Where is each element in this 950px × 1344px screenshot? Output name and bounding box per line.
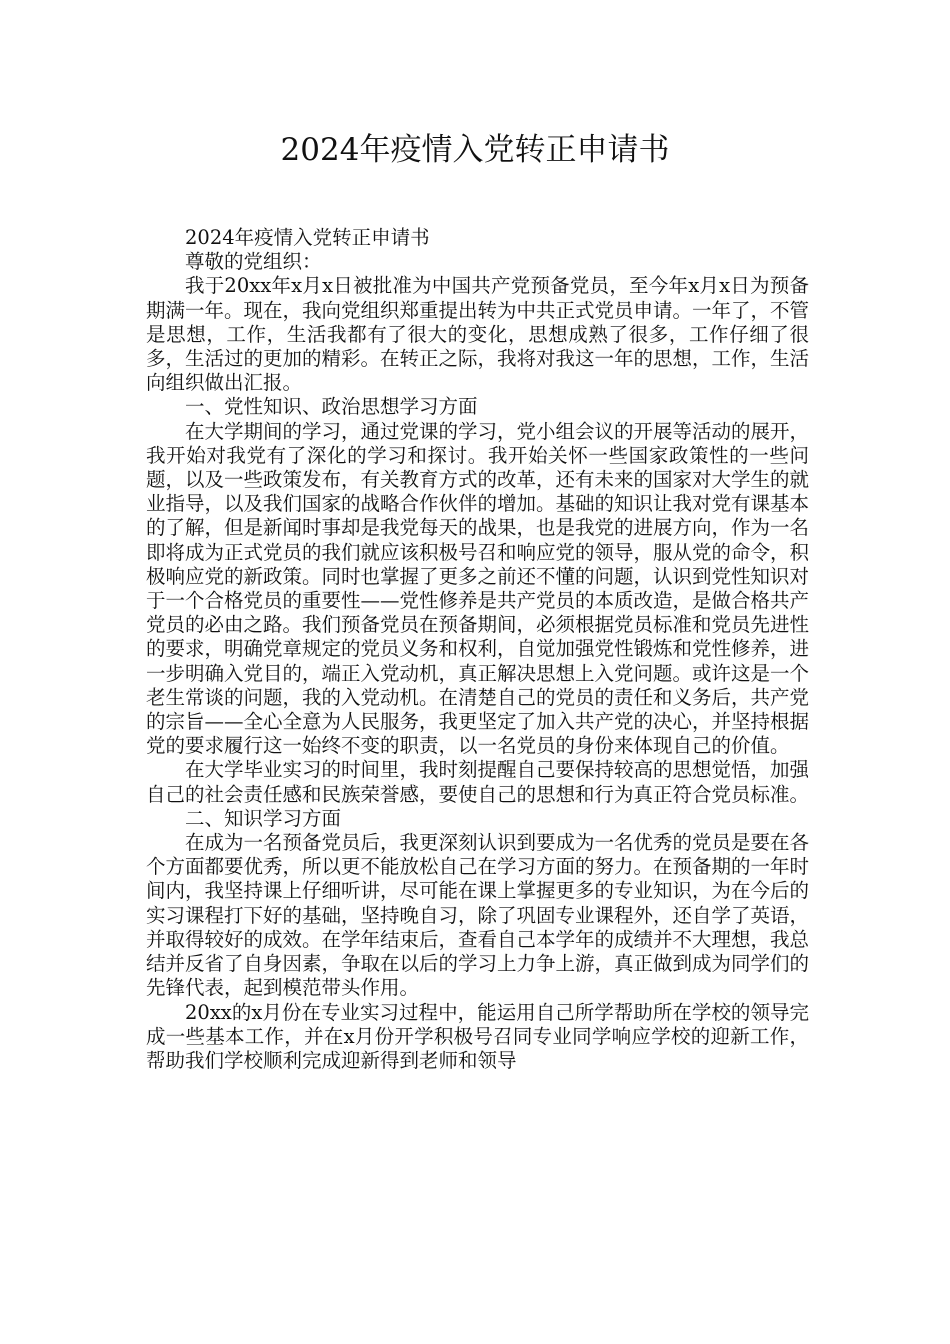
document-title: 2024年疫情入党转正申请书 xyxy=(280,132,670,168)
paragraph-internship: 在大学毕业实习的时间里，我时刻提醒自己要保持较高的思想觉悟，加强自己的社会责任感和民族荣誉感，要使自己的思想和行为真正符合党员标准。 xyxy=(146,758,810,806)
paragraph-intro: 我于20xx年x月x日被批准为中国共产党预备党员，至今年x月x日为预备期满一年。现在，我向党组织郑重提出转为中共正式党员申请。一年了，不管是思想，工作，生活我都有了很大的变化，思想成熟了很多，工作仔细了很多，生活过的更加的精彩。在转正之际，我将对我这一年的思想，工作，生活向组织做出汇报。 xyxy=(146,274,810,395)
paragraph-knowledge-study: 在成为一名预备党员后，我更深刻认识到要成为一名优秀的党员是要在各个方面都要优秀，所以更不能放松自己在学习方面的努力。在预备期的一年时间内，我坚持课上仔细听讲，尽可能在课上掌握更多的专业知识，为在今后的实习课程打下好的基础，坚持晚自习，除了巩固专业课程外，还自学了英语，并取得较好的成效。在学年结束后，查看自己本学年的成绩并不大理想，我总结并反省了自身因素，争取在以后的学习上力争上游，真正做到成为同学们的先锋代表，起到模范带头作用。 xyxy=(146,831,810,1000)
paragraph-practice: 20xx的x月份在专业实习过程中，能运用自己所学帮助所在学校的领导完成一些基本工作，并在x月份开学积极号召同专业同学响应学校的迎新工作，帮助我们学校顺利完成迎新得到老师和领导 xyxy=(146,1000,809,1072)
document-body xyxy=(146,226,809,1073)
section-heading-1: 一、党性知识、政治思想学习方面 xyxy=(185,395,478,419)
document-subtitle: 2024年疫情入党转正申请书 xyxy=(185,226,430,249)
section-heading-2: 二、知识学习方面 xyxy=(185,806,342,830)
paragraph-party-study: 在大学期间的学习，通过党课的学习，党小组会议的开展等活动的展开，我开始对我党有了深化的学习和探讨。我开始关怀一些国家政策性的一些问题，以及一些政策发布，有关教育方式的改革，还有未来的国家对大学生的就业指导，以及我们国家的战略合作伙伴的增加。基础的知识让我对党有课基本的了解，但是新闻时事却是我党每天的战果，也是我党的进展方向，作为一名即将成为正式党员的我们就应该积极号召和响应党的领导，服从党的命令，积极响应党的新政策。同时也掌握了更多之前还不懂的问题，认识到党性知识对于一个合格党员的重要性——党性修养是共产党员的本质改造，是做合格共产党员的必由之路。我们预备党员在预备期间，必须根据党员标准和党员先进性的要求，明确党章规定的党员义务和权利，自觉加强党性锻炼和党性修养，进一步明确入党目的，端正入党动机，真正解决思想上入党问题。或许这是一个老生常谈的问题，我的入党动机。在清楚自己的党员的责任和义务后，共产党的宗旨——全心全意为人民服务，我更坚定了加入共产党的决心，并坚持根据党的要求履行这一始终不变的职责，以一名党员的身份来体现自己的价值。 xyxy=(146,419,810,758)
salutation: 尊敬的党组织： xyxy=(185,250,322,274)
